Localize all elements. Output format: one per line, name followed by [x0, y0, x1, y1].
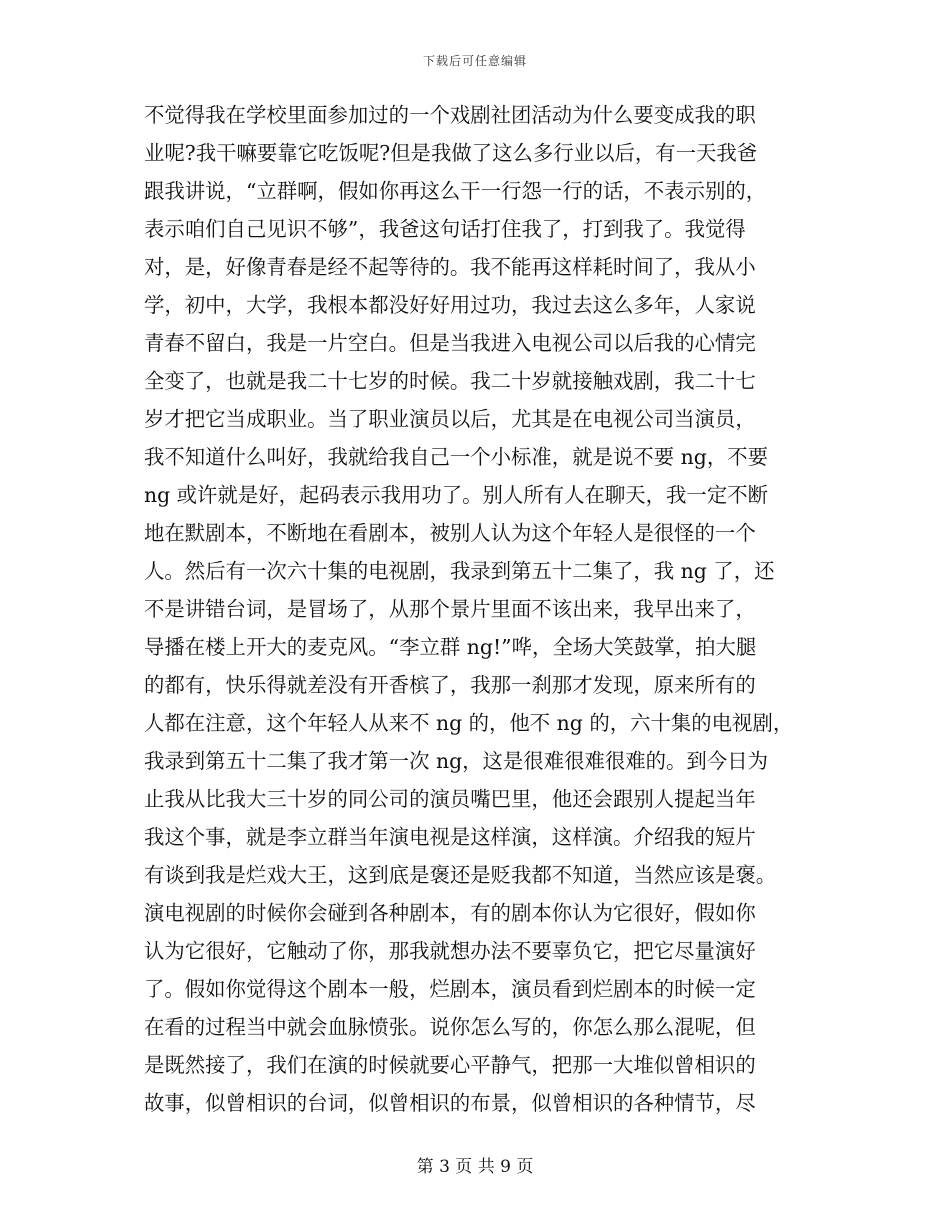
body-line: ng 或许就是好，起码表示我用功了。别人所有人在聊天，我一定不断	[144, 483, 768, 507]
body-line: 我不知道什么叫好，我就给我自己一个小标准，就是说不要 ng，不要	[144, 445, 768, 469]
body-line: 学，初中，大学，我根本都没好好用过功，我过去这么多年，人家说	[144, 293, 756, 317]
body-line: 人都在注意，这个年轻人从来不 ng 的，他不 ng 的，六十集的电视剧，	[144, 711, 794, 735]
body-line: 全变了，也就是我二十七岁的时候。我二十岁就接触戏剧，我二十七	[144, 369, 756, 393]
page-number-footer: 第 3 页 共 9 页	[416, 1157, 534, 1177]
body-line: 止我从比我大三十岁的同公司的演员嘴巴里，他还会跟别人提起当年	[144, 787, 756, 811]
body-line: 我这个事，就是李立群当年演电视是这样演，这样演。介绍我的短片	[144, 825, 756, 849]
body-line: 了。假如你觉得这个剧本一般，烂剧本，演员看到烂剧本的时候一定	[144, 977, 756, 1001]
body-line: 岁才把它当成职业。当了职业演员以后，尤其是在电视公司当演员，	[144, 407, 756, 431]
body-line: 跟我讲说，“立群啊，假如你再这么干一行怨一行的话，不表示别的，	[144, 179, 767, 203]
body-line: 不觉得我在学校里面参加过的一个戏剧社团活动为什么要变成我的职	[144, 103, 756, 127]
body-line: 地在默剧本，不断地在看剧本，被别人认为这个年轻人是很怪的一个	[144, 521, 756, 545]
body-line: 在看的过程当中就会血脉愤张。说你怎么写的，你怎么那么混呢，但	[144, 1015, 756, 1039]
body-line: 我录到第五十二集了我才第一次 ng，这是很难很难很难的。到今日为	[144, 749, 768, 773]
body-line: 有谈到我是烂戏大王，这到底是褒还是贬我都不知道，当然应该是褒。	[144, 863, 777, 887]
body-line: 青春不留白，我是一片空白。但是当我进入电视公司以后我的心情完	[144, 331, 756, 355]
body-text	[144, 96, 808, 1122]
body-line: 不是讲错台词，是冒场了，从那个景片里面不该出来，我早出来了，	[144, 597, 756, 621]
page-header: 下载后可任意编辑	[422, 54, 527, 68]
body-line: 是既然接了，我们在演的时候就要心平静气，把那一大堆似曾相识的	[144, 1053, 756, 1077]
body-line: 业呢?我干嘛要靠它吃饭呢?但是我做了这么多行业以后，有一天我爸	[144, 141, 758, 165]
body-line: 对，是，好像青春是经不起等待的。我不能再这样耗时间了，我从小	[144, 255, 756, 279]
body-line: 故事，似曾相识的台词，似曾相识的布景，似曾相识的各种情节，尽	[144, 1091, 756, 1115]
body-line: 认为它很好，它触动了你，那我就想办法不要辜负它，把它尽量演好	[144, 939, 756, 963]
body-line: 表示咱们自己见识不够”，我爸这句话打住我了，打到我了。我觉得	[144, 217, 746, 241]
body-line: 人。然后有一次六十集的电视剧，我录到第五十二集了，我 ng 了，还	[144, 559, 775, 583]
body-line: 导播在楼上开大的麦克风。“李立群 ng!”哗，全场大笑鼓掌，拍大腿	[144, 635, 757, 659]
body-line: 的都有，快乐得就差没有开香槟了，我那一刹那才发现，原来所有的	[144, 673, 756, 697]
body-line: 演电视剧的时候你会碰到各种剧本，有的剧本你认为它很好，假如你	[144, 901, 756, 925]
